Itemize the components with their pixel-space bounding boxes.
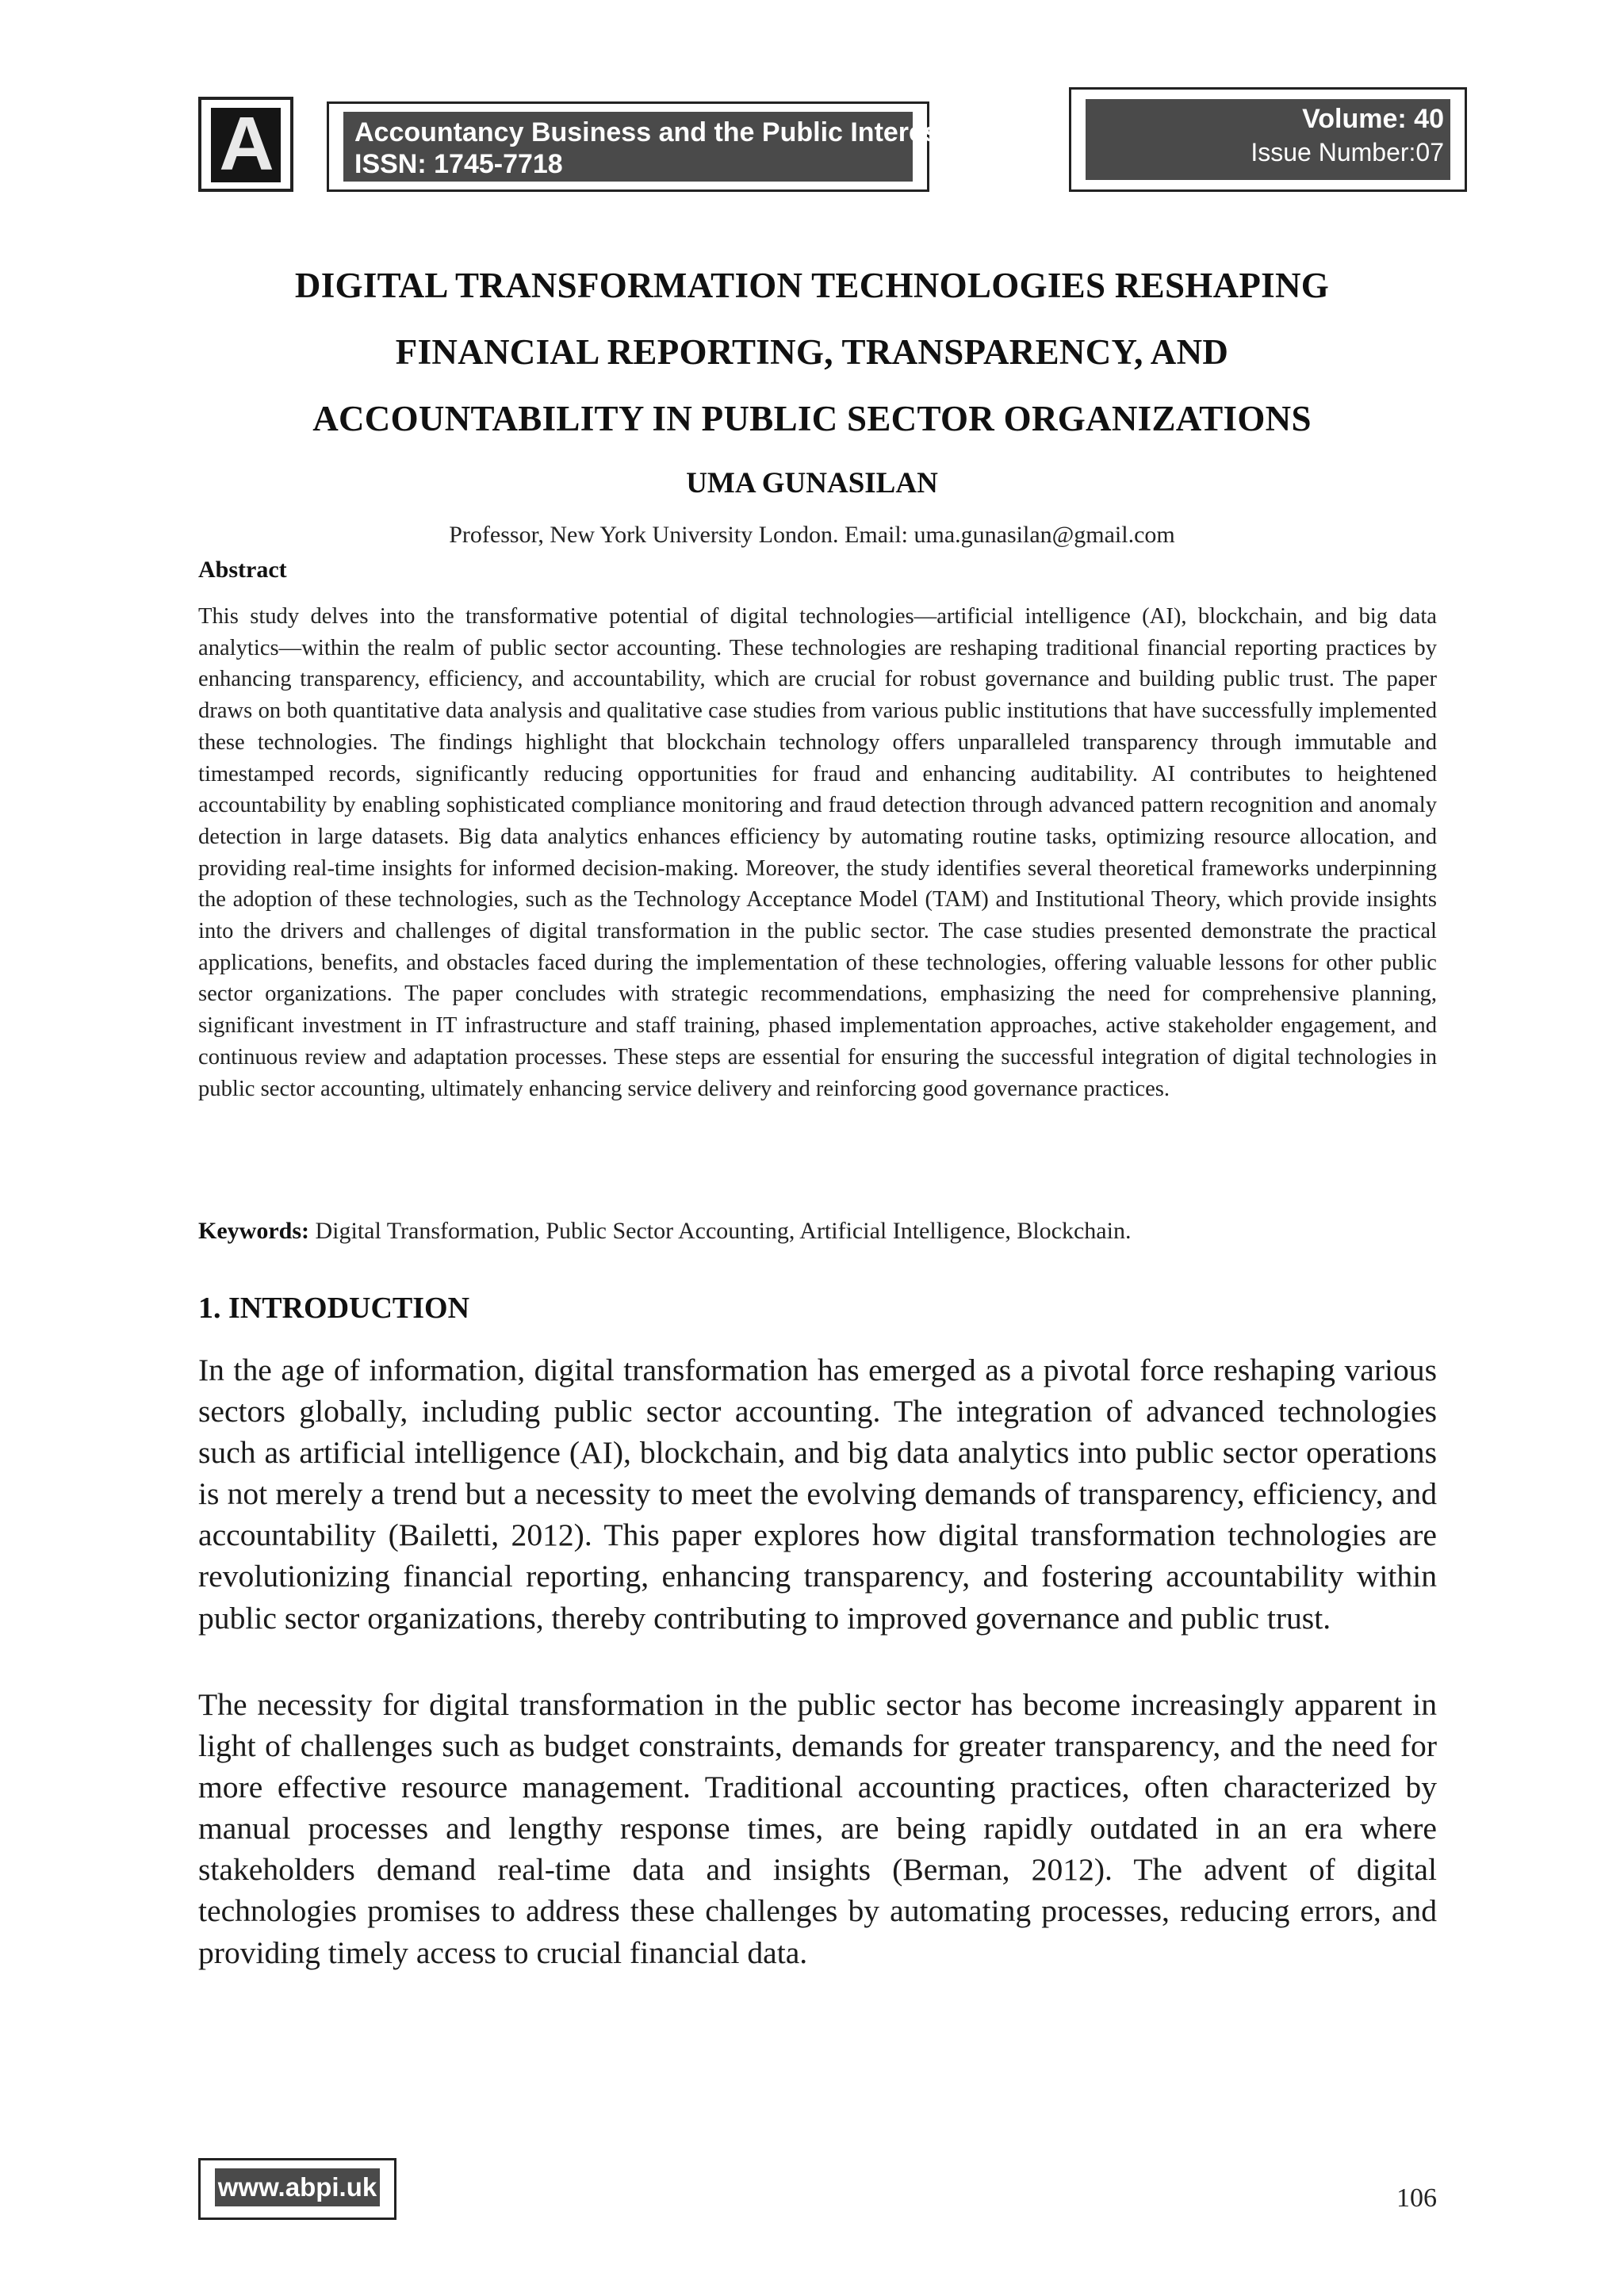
journal-info-box [327,101,948,192]
volume-number: Volume: 40 [1302,104,1444,134]
journal-info-panel [343,112,948,182]
page-number: 106 [1396,2183,1437,2213]
logo-letter: A [219,108,273,182]
journal-logo [198,97,293,192]
intro-paragraph-2: The necessity for digital transformation in the public sector has become increasingly apparent in light of challenges such as budget constraints, demands for greater transparency, and the need for more effective resource management. Traditional accounting practices, often characterized by manual processes and lengthy response times, are being rapidly outdated in an era where stakeholders demand real-time data and insights (Berman, 2012). The advent of digital technologies promises to address these challenges by automating processes, reducing errors, and providing timely access to crucial financial data. [198,1687,1437,1970]
intro-paragraph-1: In the age of information, digital transformation has emerged as a pivotal force reshaping various sectors globally, including public sector accounting. The integration of advanced technologies such as artificial intelligence (AI), blockchain, and big data analytics into public sector operations is not merely a trend but a necessity to meet the evolving demands of transparency, efficiency, and accountability (Bailetti, 2012). This paper explores how digital transformation technologies are revolutionizing financial reporting, enhancing transparency, and fostering accountability within public sector organizations, thereby contributing to improved governance and public trust. [198,1353,1437,1636]
keywords-list: Digital Transformation, Public Sector Accounting, Artificial Intelligence, Blockchain. [315,1218,1132,1244]
section-heading-introduction: 1. INTRODUCTION [198,1292,470,1325]
issue-number: Issue Number:07 [1251,138,1444,166]
article-title-line-1: DIGITAL TRANSFORMATION TECHNOLOGIES RESHAPING [294,266,1330,305]
footer-website-link[interactable]: www.abpi.uk [215,2168,380,2206]
author-name: UMA GUNASILAN [686,467,938,499]
footer-website-box [198,2158,396,2220]
journal-name: Accountancy Business and the Public Interest [354,117,948,147]
abstract-heading: Abstract [198,557,287,583]
keywords [198,1218,1437,1245]
volume-info-box [1069,87,1467,192]
abstract-text: This study delves into the transformative potential of digital technologies—artificial intelligence (AI), blockchain, and big data analytics—within the realm of public sector accounting. These technologies are reshaping traditional financial reporting practices by enhancing transparency, efficiency, and accountability, which are crucial for robust governance and building public trust. The paper draws on both quantitative data analysis and qualitative case studies from various public institutions that have successfully implemented these technologies. The findings highlight that blockchain technology offers unparalleled transparency through immutable and timestamped records, significantly reducing opportunities for fraud and enhancing auditability. AI contributes to heightened accountability by enabling sophisticated compliance monitoring and fraud detection through advanced pattern recognition and anomaly detection in large datasets. Big data analytics enhances efficiency by automating routine tasks, optimizing resource allocation, and providing real-time insights for informed decision-making. Moreover, the study identifies several theoretical frameworks underpinning the adoption of these technologies, such as the Technology Acceptance Model (TAM) and Institutional Theory, which provide insights into the drivers and challenges of digital transformation in the public sector. The case studies presented demonstrate the practical applications, benefits, and obstacles faced during the implementation of these technologies, offering valuable lessons for other public sector organizations. The paper concludes with strategic recommendations, emphasizing the need for comprehensive planning, significant investment in IT infrastructure and staff training, phased implementation approaches, active stakeholder engagement, and continuous review and adaptation processes. These steps are essential for ensuring the successful integration of digital technologies in public sector accounting, ultimately enhancing service delivery and reinforcing good governance practices. [198,604,1437,1101]
article-title-line-3: ACCOUNTABILITY IN PUBLIC SECTOR ORGANIZATIONS [312,399,1312,438]
author-affiliation: Professor, New York University London. Email: uma.gunasilan@gmail.com [449,522,1175,548]
logo-mark [211,108,281,182]
volume-info-panel [1086,99,1450,180]
journal-issn: ISSN: 1745-7718 [354,149,563,179]
article-title-line-2: FINANCIAL REPORTING, TRANSPARENCY, AND [395,332,1229,372]
keywords-label: Keywords: [198,1218,309,1244]
